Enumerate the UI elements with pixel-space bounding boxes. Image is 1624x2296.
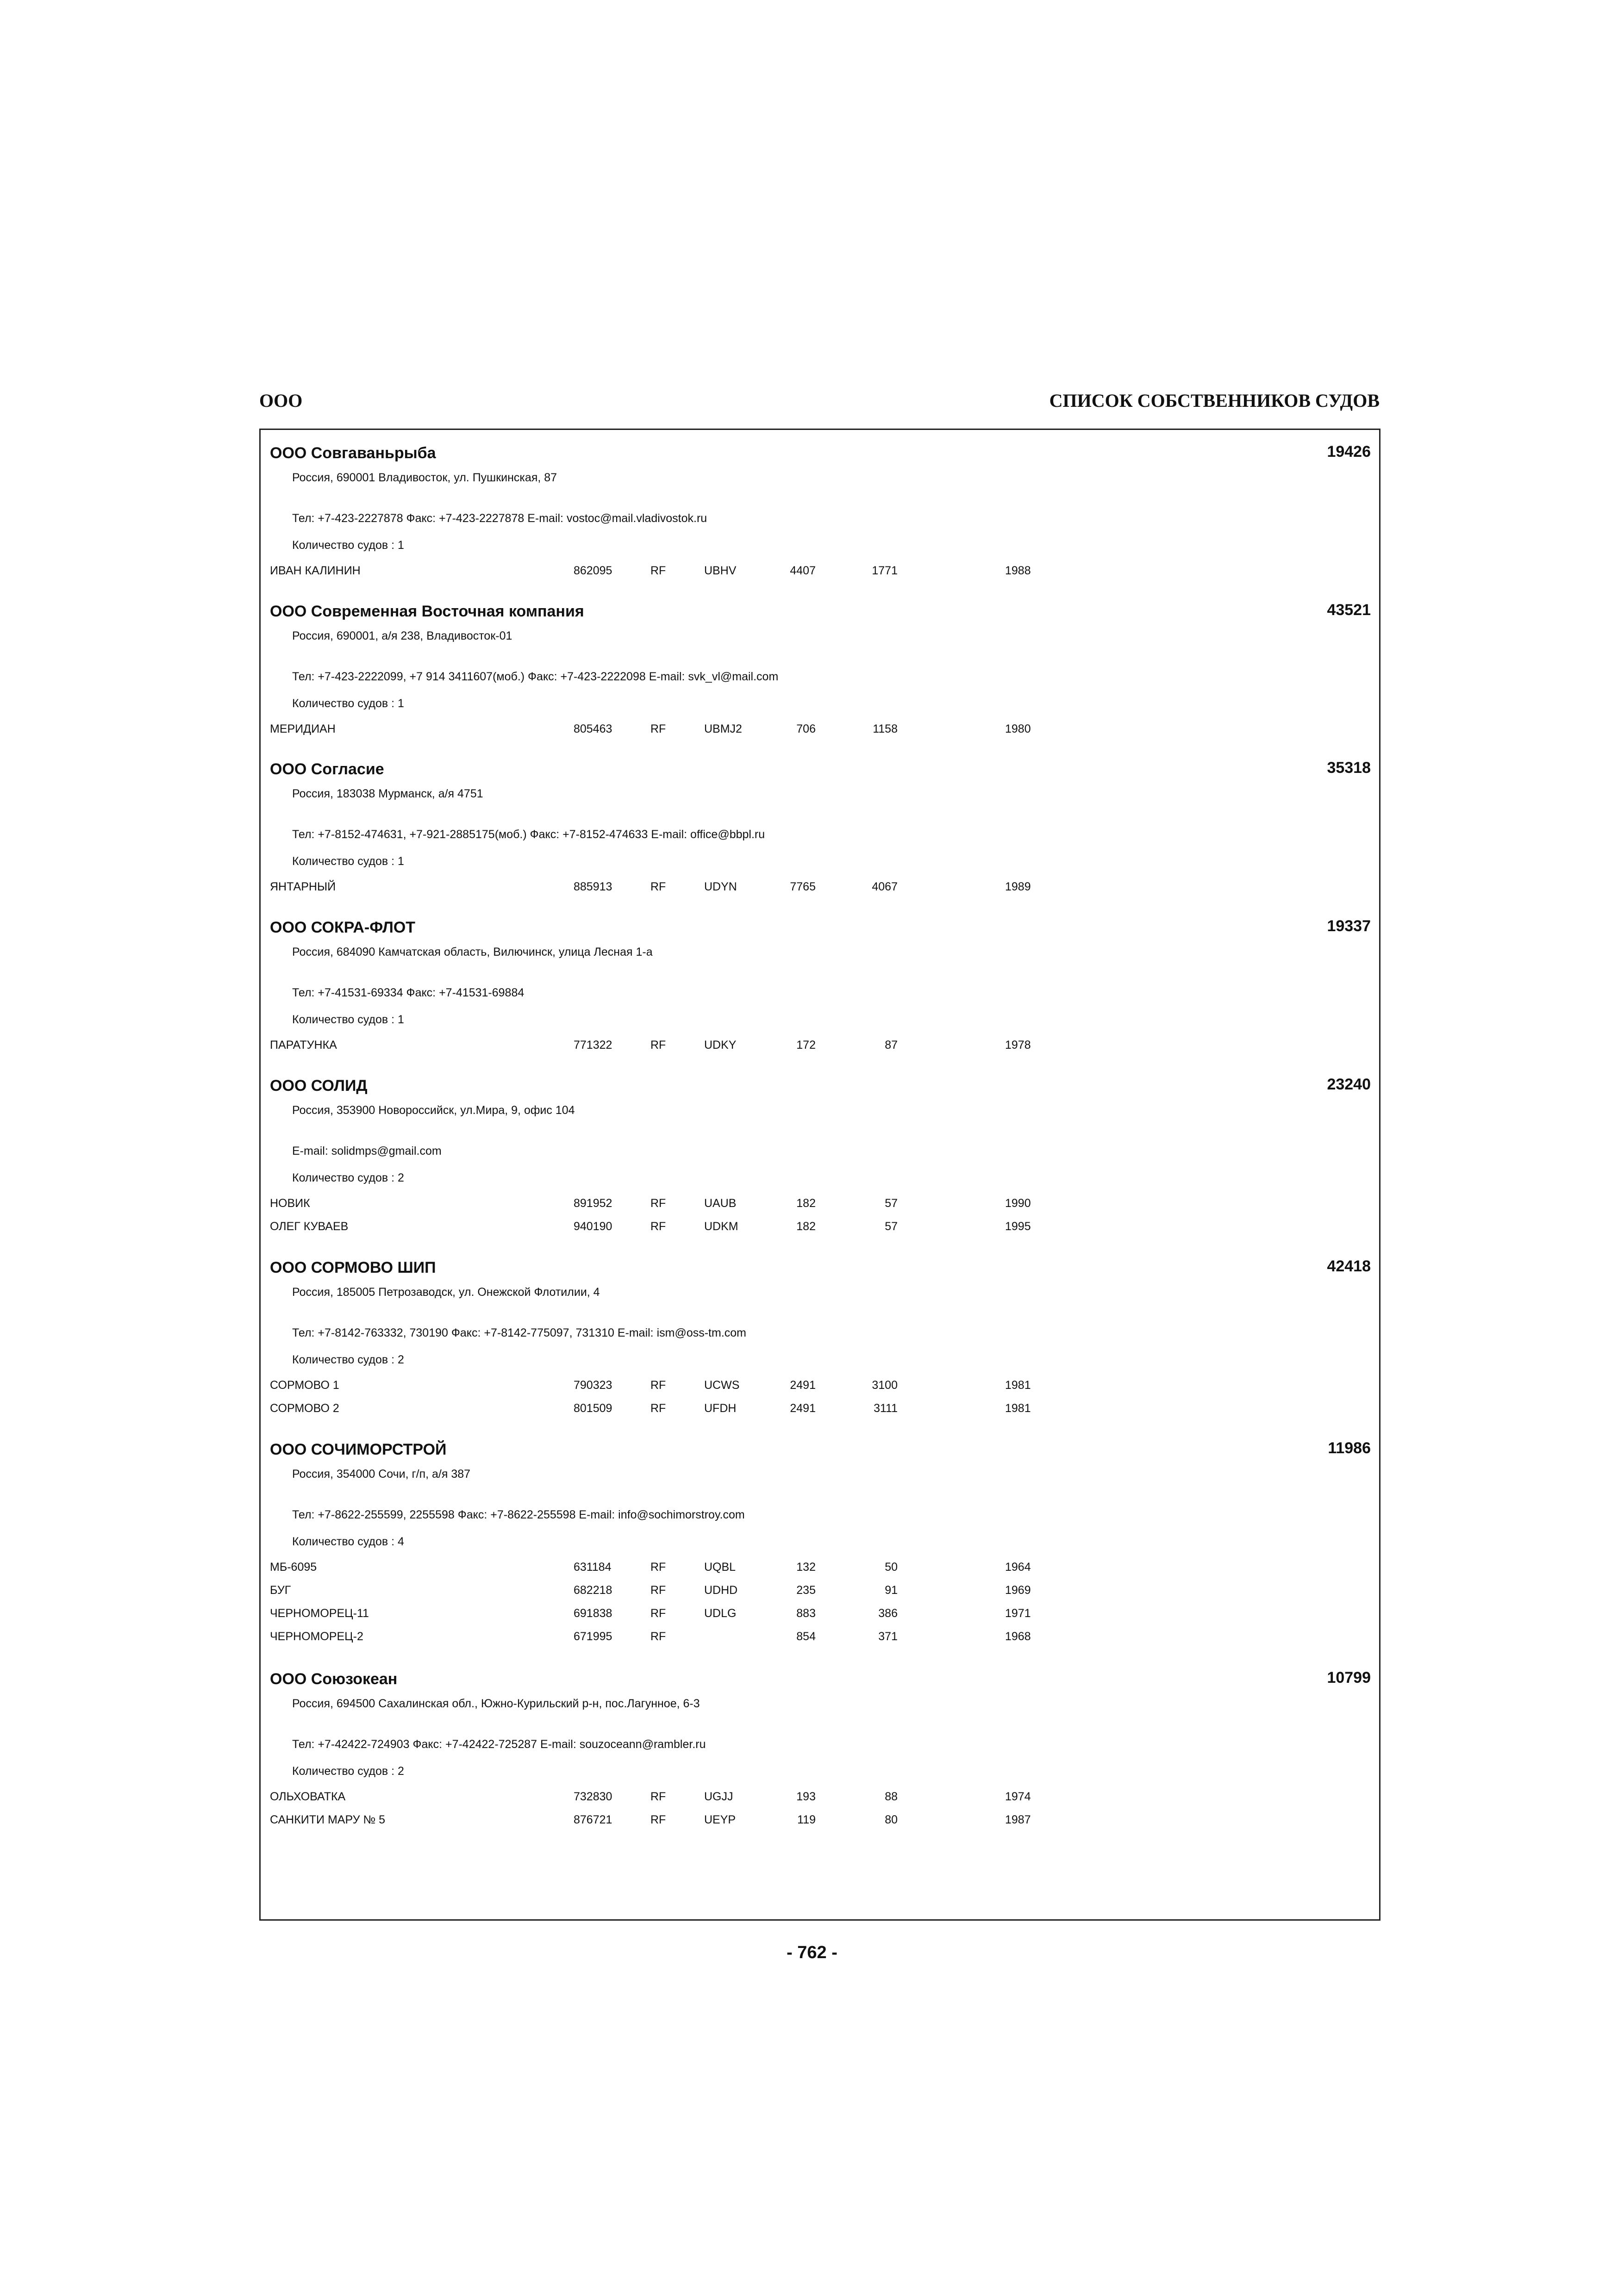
ship-callsign: UQBL <box>704 1561 736 1574</box>
ship-flag: RF <box>650 1813 666 1826</box>
ship-grt: 854 <box>796 1630 816 1643</box>
ship-count: Количество судов : 1 <box>292 697 404 710</box>
ship-name: СОРМОВО 1 <box>270 1379 339 1392</box>
ship-year: 1968 <box>1005 1630 1031 1643</box>
company-address: Россия, 353900 Новороссийск, ул.Мира, 9, офис 104 <box>292 1104 575 1117</box>
ship-year: 1989 <box>1005 880 1031 893</box>
ship-grt: 235 <box>796 1584 816 1597</box>
ship-name: ЧЕРНОМОРЕЦ-2 <box>270 1630 363 1643</box>
company-id: 42418 <box>1327 1257 1371 1275</box>
ship-grt: 2491 <box>790 1379 816 1392</box>
ship-name: ИВАН КАЛИНИН <box>270 564 361 577</box>
ship-callsign: UCWS <box>704 1379 740 1392</box>
ship-number: 940190 <box>574 1220 612 1233</box>
company-address: Россия, 183038 Мурманск, а/я 4751 <box>292 787 483 800</box>
ship-name: САНКИТИ МАРУ № 5 <box>270 1813 386 1826</box>
ship-name: МБ-6095 <box>270 1561 317 1574</box>
ship-row <box>261 1220 1379 1236</box>
ship-number: 682218 <box>574 1584 612 1597</box>
company-id: 10799 <box>1327 1669 1371 1686</box>
ship-year: 1990 <box>1005 1197 1031 1210</box>
ship-year: 1971 <box>1005 1607 1031 1620</box>
company-name: ООО Союзокеан <box>270 1670 398 1688</box>
company-address: Россия, 354000 Сочи, г/п, а/я 387 <box>292 1468 471 1481</box>
company-contacts: Тел: +7-423-2222099, +7 914 3411607(моб.) Факс: +7-423-2222098 E-mail: svk_vl@mail.com <box>292 670 779 683</box>
ship-year: 1981 <box>1005 1402 1031 1415</box>
ship-name: СОРМОВО 2 <box>270 1402 339 1415</box>
company-name: ООО СОКРА-ФЛОТ <box>270 919 416 936</box>
ship-callsign: UDKM <box>704 1220 738 1233</box>
ship-year: 1969 <box>1005 1584 1031 1597</box>
ship-name: МЕРИДИАН <box>270 722 336 735</box>
company-name: ООО Согласие <box>270 760 384 778</box>
ship-year: 1978 <box>1005 1039 1031 1052</box>
ship-year: 1995 <box>1005 1220 1031 1233</box>
ship-nrt: 57 <box>885 1197 898 1210</box>
ship-row <box>261 1039 1379 1054</box>
ship-count: Количество судов : 1 <box>292 1013 404 1026</box>
ship-number: 891952 <box>574 1197 612 1210</box>
company-address: Россия, 690001 Владивосток, ул. Пушкинская, 87 <box>292 471 557 484</box>
ship-flag: RF <box>650 1402 666 1415</box>
ship-count: Количество судов : 2 <box>292 1765 404 1778</box>
company-address: Россия, 684090 Камчатская область, Вилючинск, улица Лесная 1-а <box>292 946 653 958</box>
company-address: Россия, 694500 Сахалинская обл., Южно-Курильский р-н, пос.Лагунное, 6-3 <box>292 1697 700 1710</box>
company-name: ООО Современная Восточная компания <box>270 603 584 620</box>
company-contacts: E-mail: solidmps@gmail.com <box>292 1145 442 1157</box>
ship-row <box>261 1790 1379 1806</box>
ship-row <box>261 1630 1379 1646</box>
ship-nrt: 3100 <box>872 1379 898 1392</box>
ship-name: БУГ <box>270 1584 291 1597</box>
ship-number: 885913 <box>574 880 612 893</box>
ship-grt: 193 <box>796 1790 816 1803</box>
ship-callsign: UBMJ2 <box>704 722 742 735</box>
ship-nrt: 4067 <box>872 880 898 893</box>
ship-flag: RF <box>650 1379 666 1392</box>
ship-count: Количество судов : 2 <box>292 1171 404 1184</box>
ship-nrt: 91 <box>885 1584 898 1597</box>
ship-nrt: 57 <box>885 1220 898 1233</box>
ship-flag: RF <box>650 1561 666 1574</box>
ship-grt: 2491 <box>790 1402 816 1415</box>
ship-flag: RF <box>650 1197 666 1210</box>
ship-grt: 182 <box>796 1220 816 1233</box>
ship-row <box>261 1561 1379 1576</box>
company-name: ООО СОРМОВО ШИП <box>270 1259 436 1276</box>
ship-flag: RF <box>650 1790 666 1803</box>
ship-row <box>261 1197 1379 1213</box>
ship-nrt: 88 <box>885 1790 898 1803</box>
ship-name: ЯНТАРНЫЙ <box>270 880 336 893</box>
ship-name: ОЛЬХОВАТКА <box>270 1790 346 1803</box>
ship-grt: 883 <box>796 1607 816 1620</box>
ship-year: 1974 <box>1005 1790 1031 1803</box>
ship-count: Количество судов : 2 <box>292 1353 404 1366</box>
ship-callsign: UAUB <box>704 1197 737 1210</box>
page-header <box>259 390 1380 417</box>
ship-flag: RF <box>650 564 666 577</box>
ship-row <box>261 1813 1379 1829</box>
ship-number: 771322 <box>574 1039 612 1052</box>
company-address: Россия, 185005 Петрозаводск, ул. Онежской Флотилии, 4 <box>292 1286 600 1299</box>
ship-number: 691838 <box>574 1607 612 1620</box>
ship-callsign: UBHV <box>704 564 737 577</box>
company-contacts: Тел: +7-423-2227878 Факс: +7-423-2227878 E-mail: vostoc@mail.vladivostok.ru <box>292 512 707 525</box>
ship-row <box>261 1379 1379 1394</box>
ship-grt: 182 <box>796 1197 816 1210</box>
company-id: 23240 <box>1327 1076 1371 1093</box>
ship-flag: RF <box>650 880 666 893</box>
ship-grt: 172 <box>796 1039 816 1052</box>
ship-year: 1988 <box>1005 564 1031 577</box>
ship-nrt: 1771 <box>872 564 898 577</box>
ship-callsign: UGJJ <box>704 1790 733 1803</box>
ship-callsign: UDHD <box>704 1584 738 1597</box>
ship-number: 876721 <box>574 1813 612 1826</box>
ship-count: Количество судов : 4 <box>292 1535 404 1548</box>
company-id: 11986 <box>1328 1439 1371 1457</box>
ship-year: 1987 <box>1005 1813 1031 1826</box>
company-id: 19337 <box>1327 917 1371 935</box>
ship-nrt: 1158 <box>873 722 898 735</box>
ship-grt: 706 <box>796 722 816 735</box>
ship-name: НОВИК <box>270 1197 310 1210</box>
company-contacts: Тел: +7-41531-69334 Факс: +7-41531-69884 <box>292 986 525 999</box>
ship-number: 801509 <box>574 1402 612 1415</box>
ship-count: Количество судов : 1 <box>292 855 404 868</box>
company-contacts: Тел: +7-8142-763332, 730190 Факс: +7-8142-775097, 731310 E-mail: ism@oss-tm.com <box>292 1326 747 1339</box>
company-id: 35318 <box>1327 759 1371 777</box>
ship-nrt: 371 <box>878 1630 898 1643</box>
ship-number: 862095 <box>574 564 612 577</box>
owners-list-frame <box>259 429 1380 1921</box>
ship-number: 732830 <box>574 1790 612 1803</box>
ship-callsign: UDYN <box>704 880 737 893</box>
header-title: СПИСОК СОБСТВЕННИКОВ СУДОВ <box>1049 390 1380 411</box>
company-name: ООО СОЧИМОРСТРОЙ <box>270 1441 447 1458</box>
ship-flag: RF <box>650 1607 666 1620</box>
company-contacts: Тел: +7-42422-724903 Факс: +7-42422-725287 E-mail: souzoceann@rambler.ru <box>292 1738 706 1751</box>
ship-row <box>261 564 1379 580</box>
ship-nrt: 50 <box>885 1561 898 1574</box>
ship-flag: RF <box>650 1630 666 1643</box>
ship-nrt: 386 <box>878 1607 898 1620</box>
ship-flag: RF <box>650 722 666 735</box>
company-name: ООО СОЛИД <box>270 1077 368 1095</box>
ship-name: ПАРАТУНКА <box>270 1039 337 1052</box>
ship-number: 671995 <box>574 1630 612 1643</box>
ship-row <box>261 880 1379 896</box>
ship-row <box>261 1402 1379 1418</box>
ship-callsign: UEYP <box>704 1813 736 1826</box>
ship-name: ОЛЕГ КУВАЕВ <box>270 1220 349 1233</box>
ship-callsign: UDKY <box>704 1039 737 1052</box>
company-name: ООО Совгаваньрыба <box>270 444 436 462</box>
ship-callsign: UFDH <box>704 1402 737 1415</box>
ship-nrt: 87 <box>885 1039 898 1052</box>
company-id: 43521 <box>1327 601 1371 619</box>
company-id: 19426 <box>1327 443 1371 460</box>
ship-grt: 132 <box>796 1561 816 1574</box>
ship-flag: RF <box>650 1039 666 1052</box>
ship-row <box>261 1607 1379 1623</box>
ship-year: 1980 <box>1005 722 1031 735</box>
ship-number: 631184 <box>574 1561 612 1574</box>
ship-flag: RF <box>650 1220 666 1233</box>
company-contacts: Тел: +7-8152-474631, +7-921-2885175(моб.) Факс: +7-8152-474633 E-mail: office@bbpl.ru <box>292 828 765 841</box>
ship-row <box>261 722 1379 738</box>
ship-flag: RF <box>650 1584 666 1597</box>
ship-grt: 119 <box>797 1813 816 1826</box>
ship-nrt: 3111 <box>874 1402 898 1415</box>
ship-number: 790323 <box>574 1379 612 1392</box>
page-number: - 762 - <box>787 1943 837 1962</box>
ship-name: ЧЕРНОМОРЕЦ-11 <box>270 1607 369 1620</box>
ship-count: Количество судов : 1 <box>292 539 404 552</box>
ship-grt: 4407 <box>790 564 816 577</box>
company-address: Россия, 690001, а/я 238, Владивосток-01 <box>292 629 512 642</box>
ship-year: 1964 <box>1005 1561 1031 1574</box>
ship-callsign: UDLG <box>704 1607 737 1620</box>
header-section-label: ООО <box>259 390 303 411</box>
ship-grt: 7765 <box>790 880 816 893</box>
ship-row <box>261 1584 1379 1599</box>
ship-nrt: 80 <box>885 1813 898 1826</box>
ship-year: 1981 <box>1005 1379 1031 1392</box>
company-contacts: Тел: +7-8622-255599, 2255598 Факс: +7-8622-255598 E-mail: info@sochimorstroy.com <box>292 1508 745 1521</box>
ship-number: 805463 <box>574 722 612 735</box>
